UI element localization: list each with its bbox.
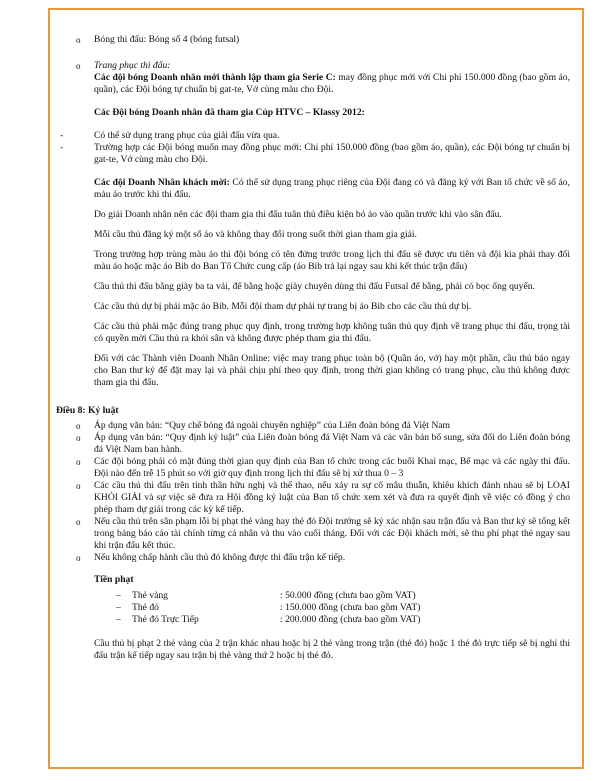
fines-table	[116, 590, 420, 626]
discipline-item: Các cầu thủ thi đấu trên tinh thần hữu nghị và thể thao, nếu xảy ra sự cố mâu thuẫn, khiêu khích đánh nhau sẽ bị LOẠI KHỎI GIẢI và sự việc sẽ đưa ra Hội đồng kỷ luật của Ban tổ chức xem xét và đưa ra quyết định về việc có đồng ý cho phép tham dự giải trong các kỳ kế tiếp.	[94, 480, 570, 515]
uniform-title: Trang phục thi đấu:	[94, 60, 171, 71]
discipline-item: Nếu không chấp hành cầu thủ đó không được thi đấu trận kế tiếp.	[94, 552, 346, 563]
guest-text: Có thể sử dụng trang phục riêng của Đội đang có và đăng ký với Ban tổ chức về số áo, màu áo trước khi thi đấu.	[94, 177, 571, 200]
fine-amount: : 50.000 đồng (chưa bao gồm VAT)	[280, 590, 416, 601]
guest-heading: Các đội Doanh Nhân khách mời:	[94, 177, 230, 188]
serie-c-paragraph	[94, 72, 570, 96]
bullet: o	[76, 421, 81, 431]
rule-paragraph: Đối với các Thành viên Doanh Nhân Online: việc may trang phục toàn bộ (Quần áo, vớ) hay một phần, cầu thủ báo ngay cho Ban thư ký để đặt may lại và phải chịu phí theo quy định, trong thời gian không có trang phục, cầu thủ không được tham gia thi đấu.	[94, 353, 570, 388]
cup-item: Có thể sử dụng trang phục của giải đấu vừa qua.	[94, 130, 280, 141]
discipline-item: Nếu cầu thủ trên sân phạm lỗi bị phạt thẻ vàng hay thẻ đỏ Đội trưởng sẽ ký xác nhận sau trận đấu và Ban thư ký sẽ tổng kết trong bảng báo cáo tài chính từng cá nhân và thu vào cuối tháng. Đối với các Đội khách mời, sẽ thu phí phạt thẻ ngay sau khi trận đấu kết thúc.	[94, 516, 570, 551]
bullet: o	[76, 553, 81, 563]
table-row	[116, 614, 420, 626]
list-item	[56, 142, 570, 166]
bullet: -	[60, 142, 64, 153]
fine-amount: : 150.000 đồng (chưa bao gồm VAT)	[280, 602, 421, 613]
bullet: -	[60, 130, 64, 141]
bullet: o	[76, 481, 81, 491]
list-item	[56, 60, 570, 72]
bullet: o	[76, 35, 81, 45]
cup-item: Trường hợp các Đội bóng muốn may đồng phục mới: Chi phí 150.000 đồng (bao gồm áo, quần), các Đội bóng tự chuẩn bị gat-te, Vớ cùng màu cho Đội.	[94, 142, 570, 165]
rule-paragraph: Mỗi cầu thủ đăng ký một số áo và không thay đổi trong suốt thời gian tham gia giải.	[94, 229, 417, 240]
list-item	[56, 130, 570, 142]
fine-card: Thẻ vàng	[132, 590, 168, 601]
document-body	[56, 20, 570, 662]
rule-paragraph: Do giải Doanh nhân nên các đội tham gia thi đấu tuân thủ điều kiện bỏ áo vào quần trước khi vào sân đấu.	[94, 209, 502, 220]
final-paragraph: Cầu thủ bị phạt 2 thẻ vàng của 2 trận khác nhau hoặc bị 2 thẻ vàng trong trận (thẻ đỏ) hoặc 1 thẻ đỏ trực tiếp sẽ bị nghỉ thi đấu trận kế tiếp ngay sau trận bị thẻ vàng thứ 2 hoặc bị thẻ đỏ.	[94, 638, 570, 661]
list-item	[56, 552, 570, 564]
bullet: o	[76, 61, 81, 71]
article-8-heading: Điều 8: Kỷ luật	[56, 405, 119, 416]
discipline-item: Áp dụng văn bản: “Quy chế bóng đá ngoài chuyên nghiệp” của Liên đoàn bóng đá Việt Nam	[94, 420, 450, 431]
serie-c-heading: Các đội bóng Doanh nhân mới thành lập tham gia Serie C:	[94, 72, 336, 83]
list-item	[56, 432, 570, 456]
table-row	[116, 602, 420, 614]
fines-heading: Tiền phạt	[94, 574, 134, 585]
bullet: o	[76, 457, 81, 467]
list-item	[56, 516, 570, 552]
ball-spec: Bóng thi đấu: Bóng số 4 (bóng futsal)	[94, 34, 240, 45]
rule-paragraph: Trong trường hợp trùng màu áo thì đội bóng có tên đứng trước trong lịch thi đấu sẽ được ưu tiên và đội kia phải thay đổi màu áo hoặc mặc áo Bib do Ban Tổ Chức cung cấp (áo Bib trả lại ngay sau khi kết thúc trận đấu)	[94, 249, 570, 272]
fine-amount: : 200.000 đồng (chưa bao gồm VAT)	[280, 614, 421, 625]
bullet: o	[76, 433, 81, 443]
fine-card: Thẻ đỏ Trực Tiếp	[132, 614, 199, 625]
bullet: –	[116, 590, 121, 601]
list-item	[56, 456, 570, 480]
rule-paragraph: Các cầu thủ phải mặc đúng trang phục quy định, trong trường hợp không tuân thủ quy định về trang phục thi đấu, trọng tài có quyền mời Cầu thủ ra khỏi sân và không được phép tham gia thi đấu.	[94, 321, 570, 344]
cup-heading: Các Đội bóng Doanh nhân đã tham gia Cúp HTVC – Klassy 2012:	[94, 107, 365, 118]
list-item	[56, 480, 570, 516]
discipline-item: Áp dụng văn bản: “Quy định kỷ luật” của Liên đoàn bóng đá Việt Nam và các văn bản bổ sung, sửa đổi do Liên đoàn bóng đá Việt Nam ban hành.	[94, 432, 570, 455]
serie-c-text: may đồng phục mới với Chi phí 150.000 đồng (bao gồm áo, quần), các Đội bóng tự chuẩn bị gat-te, Vớ cùng màu cho Đội.	[94, 72, 570, 95]
bullet: o	[76, 517, 81, 527]
table-row	[116, 590, 420, 602]
bullet: –	[116, 614, 121, 625]
rule-paragraph: Các cầu thủ dự bị phải mặc áo Bib. Mỗi đội tham dự phải tự trang bị áo Bib cho các cầu thủ dự bị.	[94, 301, 472, 312]
rule-paragraph: Cầu thủ thi đấu bằng giày ba ta vải, đế bằng hoặc giày chuyên dùng thi đấu Futsal đế bằng, phải có bọc ống quyển.	[94, 281, 535, 292]
discipline-item: Các đội bóng phải có mặt đúng thời gian quy định của Ban tổ chức trong các buổi Khai mạc, Bế mạc và các ngày thi đấu. Đội nào đến trễ 15 phút so với giờ quy định trong lịch thi đấu sẽ bị xử thua 0 – 3	[94, 456, 570, 479]
bullet: –	[116, 602, 121, 613]
list-item	[56, 420, 570, 432]
list-item	[56, 34, 570, 46]
guest-paragraph	[94, 177, 570, 201]
fine-card: Thẻ đỏ	[132, 602, 159, 613]
